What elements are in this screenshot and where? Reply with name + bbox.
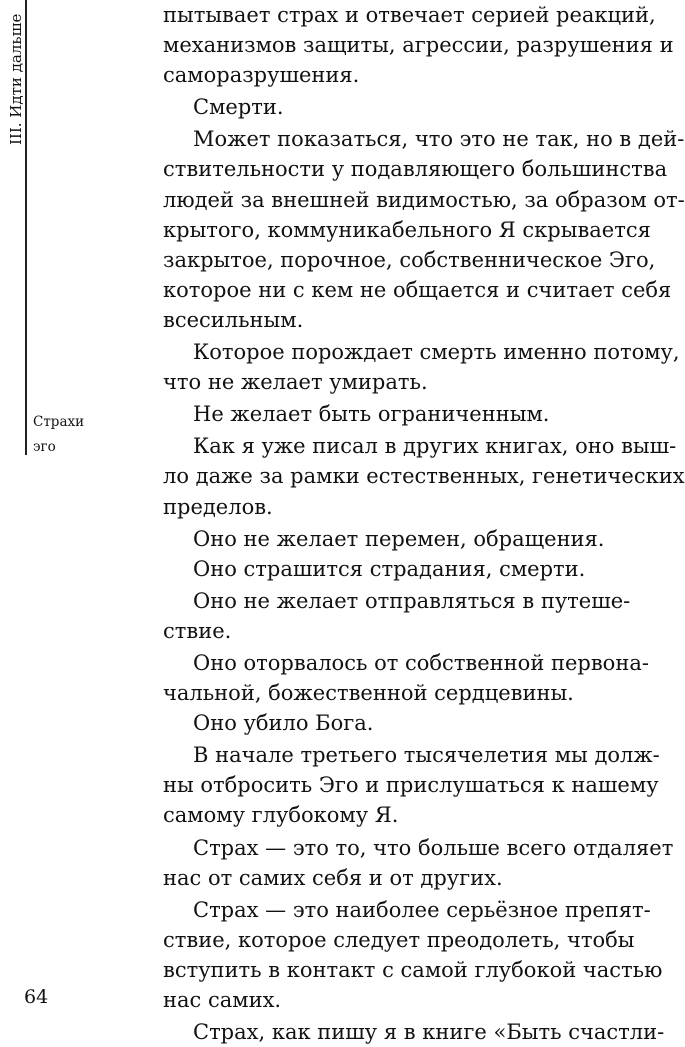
text-line: закрытое, порочное, собственническое Эго, xyxy=(163,247,656,272)
text-line: что не желает умирать. xyxy=(163,370,428,395)
margin-rule xyxy=(25,0,27,455)
text-line: Оно оторвалось от собственной первона- xyxy=(193,650,649,675)
text-line: Страх, как пишу я в книге «Быть счастли- xyxy=(193,1020,665,1045)
text-line: вступить в контакт с самой глубокой частью xyxy=(163,957,663,982)
text-line: ствие. xyxy=(163,618,232,643)
text-line: Оно не желает перемен, обращения. xyxy=(193,526,605,551)
text-line: механизмов защиты, агрессии, разрушения и xyxy=(163,33,674,58)
text-line: Может показаться, что это не так, но в дей- xyxy=(193,127,685,152)
margin-note xyxy=(33,410,113,460)
text-line: всесильным. xyxy=(163,307,304,332)
margin-note-line: Страхи xyxy=(33,414,85,430)
text-line: нас от самих себя и от других. xyxy=(163,865,503,890)
text-line: ствительности у подавляющего большинства xyxy=(163,157,668,182)
text-line: Страх — это наиболее серьёзное препят- xyxy=(193,897,651,922)
text-line: нас самих. xyxy=(163,988,282,1012)
text-line: Которое порождает смерть именно потому, xyxy=(193,340,680,365)
text-line: Смерти. xyxy=(193,95,284,120)
text-line: Оно страшится страдания, смерти. xyxy=(193,556,586,581)
text-line: саморазрушения. xyxy=(163,63,360,88)
text-line: В начале третьего тысячелетия мы долж- xyxy=(193,743,660,768)
text-line: ны отбросить Эго и прислушаться к нашему xyxy=(163,773,659,798)
text-line: людей за внешней видимостью, за образом от- xyxy=(163,187,685,212)
margin-note-line: эго xyxy=(33,439,56,455)
text-line: пределов. xyxy=(163,494,273,519)
text-line: ло даже за рамки естественных, генетических xyxy=(163,464,685,489)
text-line: Оно не желает отправляться в путеше- xyxy=(193,588,631,613)
text-line: Не желает быть ограниченным. xyxy=(193,402,550,427)
text-line: самому глубокому Я. xyxy=(163,803,399,828)
text-line: чальной, божественной сердцевины. xyxy=(163,681,574,706)
text-line: крытого, коммуникабельного Я скрывается xyxy=(163,217,651,242)
body-text xyxy=(163,0,685,1047)
text-line: Страх — это то, что больше всего отдаляет xyxy=(193,835,674,860)
text-line: ствие, которое следует преодолеть, чтобы xyxy=(163,927,635,952)
running-section-title: III. Идти дальше xyxy=(7,14,25,146)
text-line: которое ни с кем не общается и считает себя xyxy=(163,277,672,302)
text-line: Как я уже писал в других книгах, оно выш- xyxy=(193,434,677,459)
text-line: пытывает страх и отвечает серией реакций, xyxy=(163,3,656,27)
page-number: 64 xyxy=(24,986,49,1008)
text-line: Оно убило Бога. xyxy=(193,711,374,736)
